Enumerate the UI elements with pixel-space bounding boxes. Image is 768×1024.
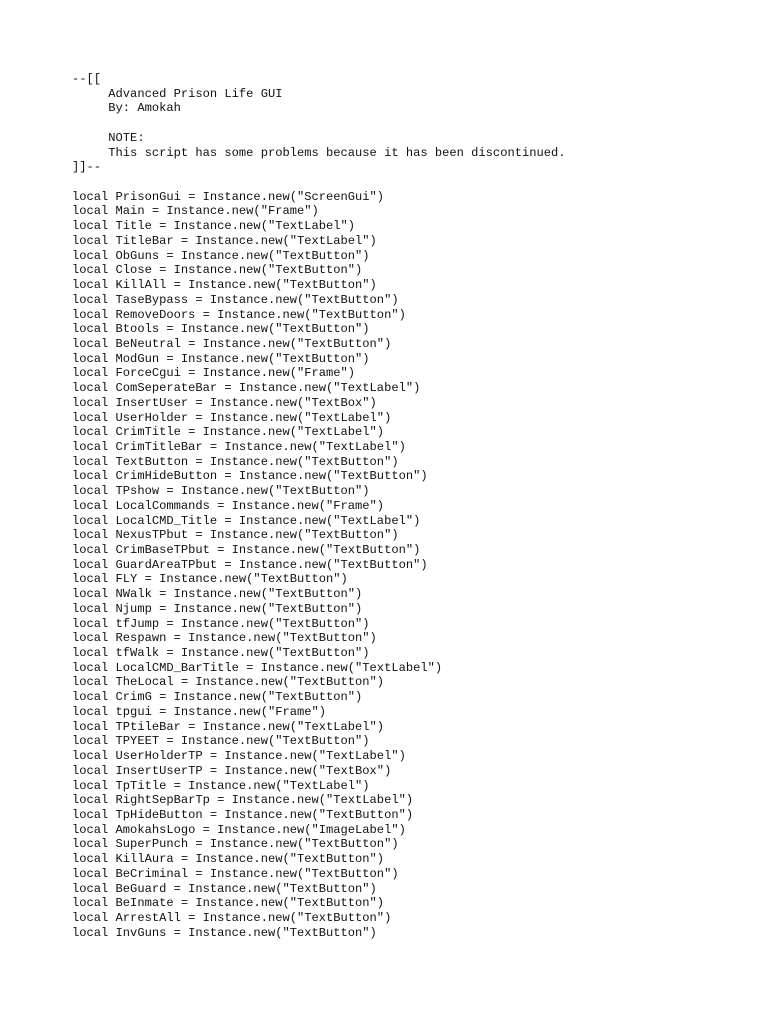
code-line: local KillAll = Instance.new("TextButton"): [72, 278, 377, 293]
code-line: local CrimG = Instance.new("TextButton"): [72, 690, 363, 705]
code-line: local TheLocal = Instance.new("TextButton"): [72, 675, 385, 690]
code-page: [72, 72, 732, 940]
code-line: By: Amokah: [72, 101, 181, 116]
code-line: local Main = Instance.new("Frame"): [72, 204, 319, 219]
code-line: local Close = Instance.new("TextButton"): [72, 263, 363, 278]
code-line: [72, 175, 732, 190]
code-line: This script has some problems because it has been discontinued.: [72, 145, 566, 160]
code-line: local ObGuns = Instance.new("TextButton"): [72, 248, 370, 263]
code-line: local TPtileBar = Instance.new("TextLabel"): [72, 719, 385, 734]
code-line: local InsertUserTP = Instance.new("TextBox"): [72, 763, 392, 778]
code-line: ]]--: [72, 160, 102, 175]
code-line: --[[: [72, 72, 102, 86]
code-line: local TpTitle = Instance.new("TextLabel"): [72, 778, 370, 793]
code-line: local SuperPunch = Instance.new("TextButton"): [72, 837, 399, 852]
code-line: local ComSeperateBar = Instance.new("TextLabel"): [72, 381, 421, 396]
code-line: local CrimBaseTPbut = Instance.new("TextButton"): [72, 543, 421, 557]
code-line: Advanced Prison Life GUI: [72, 86, 283, 101]
code-line: local KillAura = Instance.new("TextButton"): [72, 852, 385, 867]
code-line: local Btools = Instance.new("TextButton"): [72, 322, 370, 337]
code-line: local CrimTitleBar = Instance.new("TextLabel"): [72, 439, 406, 454]
code-line: local NWalk = Instance.new("TextButton"): [72, 587, 363, 602]
code-line: local tfJump = Instance.new("TextButton"): [72, 616, 370, 631]
code-line: local ArrestAll = Instance.new("TextButton"): [72, 910, 392, 925]
code-line: NOTE:: [72, 130, 145, 145]
code-line: local NexusTPbut = Instance.new("TextButton"): [72, 528, 399, 543]
code-line: local ForceCgui = Instance.new("Frame"): [72, 366, 356, 381]
code-line: local PrisonGui = Instance.new("ScreenGui"): [72, 189, 385, 204]
code-line: local BeNeutral = Instance.new("TextButton"): [72, 336, 392, 351]
code-line: local LocalCMD_BarTitle = Instance.new("TextLabel"): [72, 660, 443, 675]
code-line: local InsertUser = Instance.new("TextBox"): [72, 395, 377, 410]
code-line: local CrimHideButton = Instance.new("TextButton"): [72, 469, 428, 484]
code-line: local Respawn = Instance.new("TextButton"): [72, 631, 377, 646]
code-line: local ModGun = Instance.new("TextButton"): [72, 351, 370, 366]
code-line: local TPYEET = Instance.new("TextButton"): [72, 734, 370, 749]
code-line: local BeCriminal = Instance.new("TextButton"): [72, 866, 399, 881]
code-line: local BeGuard = Instance.new("TextButton"): [72, 881, 377, 896]
code-line: local tpgui = Instance.new("Frame"): [72, 704, 327, 719]
code-line: local BeInmate = Instance.new("TextButton"): [72, 896, 385, 911]
code-line: local TextButton = Instance.new("TextButton"): [72, 454, 399, 469]
code-line: local CrimTitle = Instance.new("TextLabel"): [72, 425, 385, 440]
code-line: local AmokahsLogo = Instance.new("ImageLabel"): [72, 822, 406, 837]
code-line: local TpHideButton = Instance.new("TextButton"): [72, 807, 414, 822]
code-line: local GuardAreaTPbut = Instance.new("TextButton"): [72, 557, 428, 572]
code-line: local RightSepBarTp = Instance.new("TextLabel"): [72, 793, 414, 808]
code-line: local Njump = Instance.new("TextButton"): [72, 601, 363, 616]
code-line: local TPshow = Instance.new("TextButton"): [72, 484, 370, 499]
code-line: local FLY = Instance.new("TextButton"): [72, 572, 348, 587]
code-line: local TitleBar = Instance.new("TextLabel"): [72, 233, 377, 248]
code-line: local tfWalk = Instance.new("TextButton"): [72, 646, 370, 661]
code-line: local InvGuns = Instance.new("TextButton"): [72, 925, 377, 940]
code-line: local UserHolderTP = Instance.new("TextLabel"): [72, 749, 406, 764]
code-line: local LocalCommands = Instance.new("Frame"): [72, 498, 385, 513]
code-line: [72, 116, 732, 131]
code-line: local RemoveDoors = Instance.new("TextButton"): [72, 307, 406, 322]
code-line: local LocalCMD_Title = Instance.new("TextLabel"): [72, 513, 421, 528]
code-line: local UserHolder = Instance.new("TextLabel"): [72, 410, 392, 425]
code-line: local Title = Instance.new("TextLabel"): [72, 219, 356, 234]
code-line: local TaseBypass = Instance.new("TextButton"): [72, 292, 399, 307]
